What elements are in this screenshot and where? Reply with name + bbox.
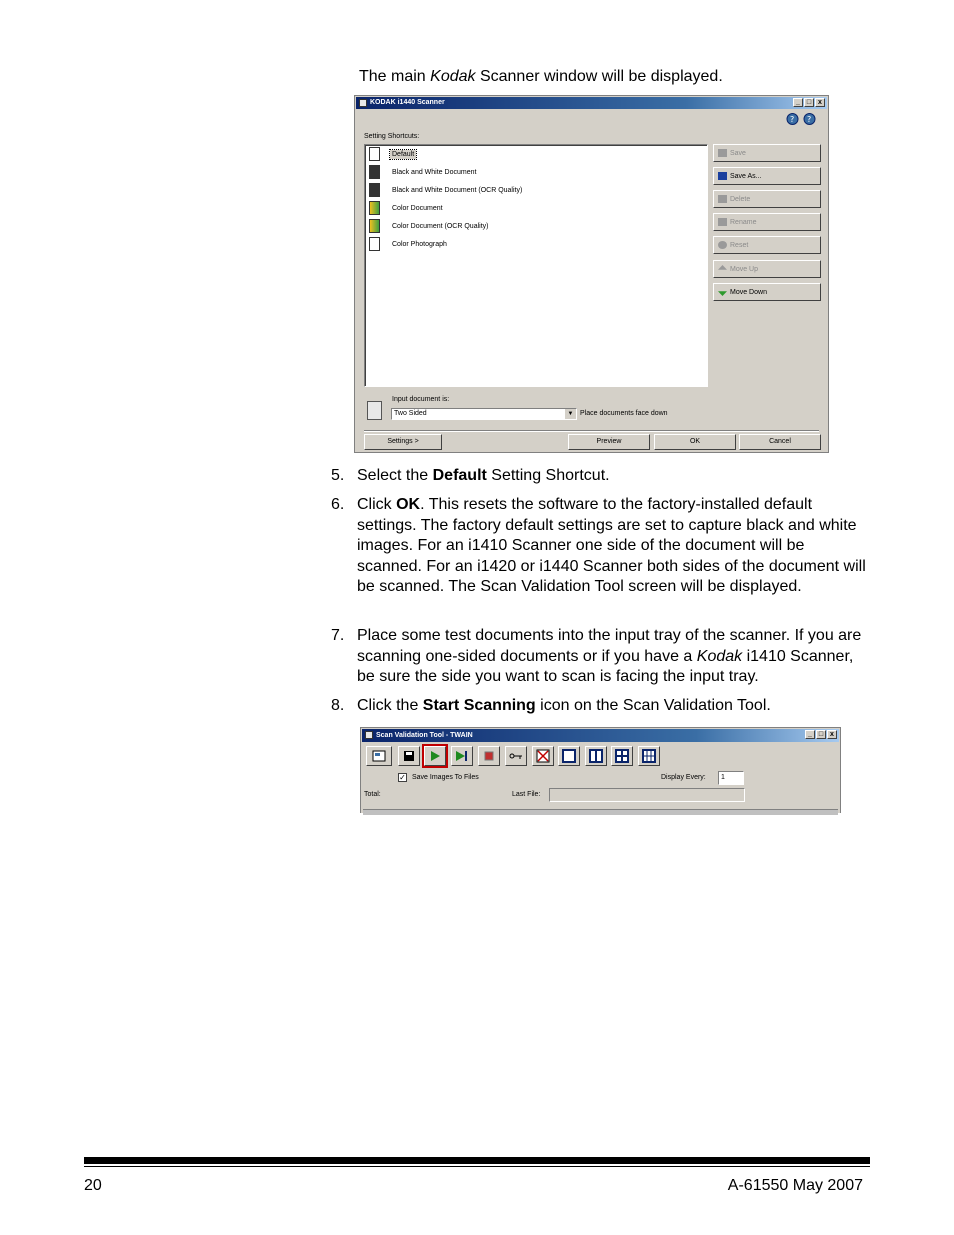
step-text-run: . This resets the software to the factory-installed default settings. The factory default settings are set to capture black and white images. For an i1410 Scanner one side of the document will be scanned. For an i1420 or i1440 Scanner both sides of the document will be scanned. The Scan Validation Tool screen will be displayed. (357, 496, 866, 595)
svt-title: Scan Validation Tool - TWAIN (376, 732, 473, 739)
move-up-button[interactable]: Move Up (713, 260, 821, 278)
move-down-button[interactable]: Move Down (713, 283, 821, 301)
two-pane-icon (589, 749, 603, 763)
save-images-checkbox[interactable]: ✓ (399, 773, 406, 782)
kodak-title: KODAK i1440 Scanner (370, 99, 445, 106)
step-text-run: i1410 Scanner, be sure the side you want to scan is facing the input tray. (357, 647, 854, 685)
settings-button[interactable]: Settings > (364, 434, 442, 450)
shortcut-list[interactable] (364, 144, 708, 387)
save-images-button[interactable] (398, 746, 420, 766)
shortcut-item[interactable]: Default (369, 146, 416, 162)
shortcut-item[interactable]: Black and White Document (369, 164, 478, 180)
four-pane-icon (615, 749, 629, 763)
minimize-button[interactable]: _ (805, 730, 815, 739)
step-text-run: Select the (357, 467, 433, 484)
shortcut-item[interactable]: Color Photograph (369, 236, 449, 252)
last-file-field (549, 788, 745, 802)
reset-button[interactable]: Reset (713, 236, 821, 254)
input-document-select[interactable] (391, 408, 577, 420)
chevron-down-icon[interactable]: ▼ (565, 409, 576, 419)
kodak-scanner-window (354, 95, 829, 453)
step-text-run: Kodak (696, 647, 743, 665)
shortcut-item[interactable]: Color Document (OCR Quality) (369, 218, 490, 234)
last-file-label: Last File: (512, 791, 541, 798)
bw-document-icon (369, 165, 380, 179)
save-icon (718, 149, 727, 157)
stop-scanning-button[interactable] (478, 746, 500, 766)
color-photograph-icon (369, 237, 380, 251)
image-area-edge (363, 809, 838, 815)
place-documents-text: Place documents face down (580, 410, 668, 417)
step-text-run: Click (357, 496, 397, 513)
scan-one-page-button[interactable] (451, 746, 473, 766)
whats-this-icon[interactable] (803, 112, 816, 128)
footer-rule-thin (84, 1166, 870, 1167)
play-icon (429, 750, 441, 762)
cancel-button[interactable]: Cancel (739, 434, 821, 450)
save-as-button[interactable]: Save As... (713, 167, 821, 185)
save-button[interactable]: Save (713, 144, 821, 162)
input-document-value: Two Sided (394, 410, 427, 417)
step-text-run: Place some test documents into the input tray of the scanner. If you are scanning one-sided documents or if you have a (357, 627, 862, 665)
intro-kodak: Kodak (430, 68, 476, 85)
intro-post: Scanner window will be displayed. (475, 68, 723, 85)
four-images-button[interactable] (611, 746, 633, 766)
single-pane-icon (562, 749, 576, 763)
svt-titlebar (362, 729, 839, 742)
app-icon (359, 99, 367, 107)
divider (364, 430, 819, 432)
scan-validation-tool-window (360, 727, 841, 813)
key-icon (509, 751, 523, 761)
bw-document-ocr-icon (369, 183, 380, 197)
display-every-label: Display Every: (661, 774, 706, 781)
license-key-button[interactable] (505, 746, 527, 766)
stop-icon (483, 750, 495, 762)
step-text-run: icon on the Scan Validation Tool. (535, 697, 771, 714)
rename-button[interactable]: Rename (713, 213, 821, 231)
no-images-button[interactable] (532, 746, 554, 766)
close-button[interactable]: x (815, 98, 825, 107)
eight-images-button[interactable] (638, 746, 660, 766)
intro-text (359, 68, 723, 86)
svg-text:?: ? (790, 115, 795, 124)
intro-pre: The main (359, 68, 431, 85)
preview-button[interactable]: Preview (568, 434, 650, 450)
rename-icon (718, 218, 727, 226)
kodak-titlebar (356, 97, 827, 109)
step-text-run: Default (432, 467, 487, 484)
step-text-run: Click the (357, 697, 423, 714)
color-document-icon (369, 201, 380, 215)
reset-icon (718, 241, 727, 249)
ok-button[interactable]: OK (654, 434, 736, 450)
skip-forward-icon (455, 750, 469, 762)
step-text-run: Start Scanning (422, 697, 536, 714)
eight-pane-icon (642, 749, 656, 763)
app-icon (365, 731, 373, 739)
help-icon[interactable] (786, 112, 799, 128)
scanner-icon (369, 147, 380, 161)
step-text-run: Setting Shortcut. (486, 467, 610, 484)
two-images-button[interactable] (585, 746, 607, 766)
page-number: 20 (84, 1177, 102, 1194)
svg-text:?: ? (807, 115, 812, 124)
document-id: A-61550 May 2007 (727, 1177, 863, 1194)
step-text-run: OK (396, 496, 421, 513)
setup-button[interactable] (366, 746, 392, 766)
save-images-label: Save Images To Files (412, 774, 479, 781)
setting-shortcuts-label: Setting Shortcuts: (364, 133, 420, 140)
shortcut-item[interactable]: Color Document (369, 200, 445, 216)
minimize-button[interactable]: _ (793, 98, 803, 107)
close-button[interactable]: x (827, 730, 837, 739)
color-document-ocr-icon (369, 219, 380, 233)
maximize-button[interactable]: □ (816, 730, 826, 739)
arrow-down-icon (718, 288, 727, 296)
maximize-button[interactable]: □ (804, 98, 814, 107)
no-image-icon (536, 749, 550, 763)
shortcut-item[interactable]: Black and White Document (OCR Quality) (369, 182, 524, 198)
input-document-label: Input document is: (392, 396, 450, 403)
arrow-up-icon (718, 265, 727, 273)
display-every-input[interactable]: 1 (718, 771, 744, 785)
save-as-icon (718, 172, 727, 180)
setup-icon (372, 750, 386, 762)
one-image-button[interactable] (558, 746, 580, 766)
delete-icon (718, 195, 727, 203)
total-label: Total: (364, 791, 381, 798)
save-icon (403, 750, 415, 762)
delete-button[interactable]: Delete (713, 190, 821, 208)
footer-rule-thick (84, 1157, 870, 1164)
input-document-icon (367, 401, 382, 420)
start-scanning-button[interactable] (424, 746, 446, 766)
